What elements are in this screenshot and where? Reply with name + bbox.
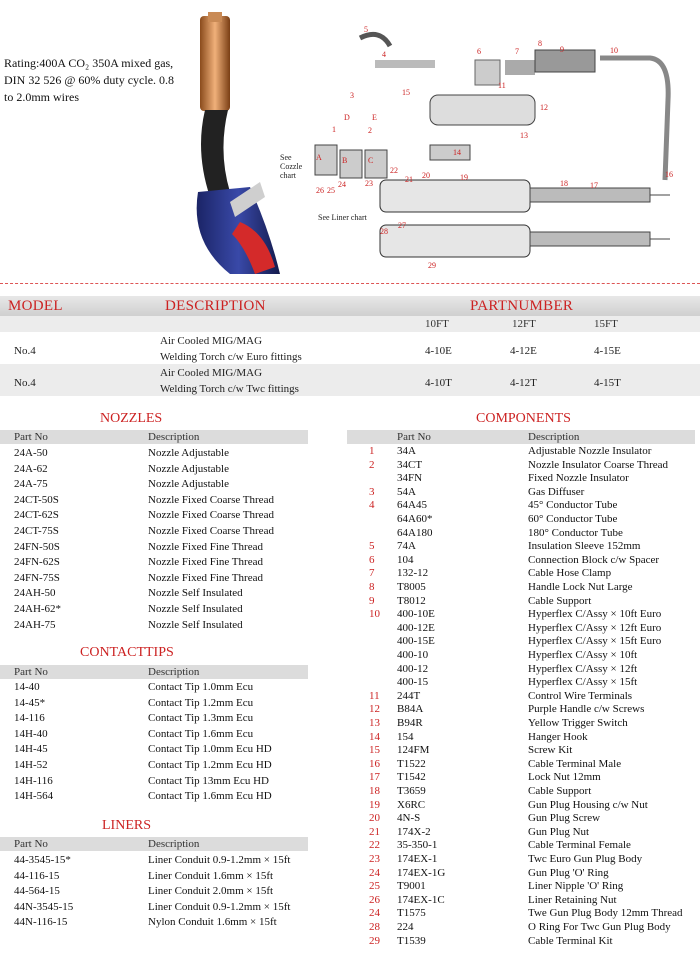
description: Cable Support (528, 785, 592, 797)
item-number: 5 (369, 540, 375, 553)
col-part-no: Part No (14, 666, 48, 678)
item-number: 24 (369, 866, 380, 879)
description: Nozzle Fixed Coarse Thread (148, 509, 274, 522)
description: 45° Conductor Tube (528, 499, 618, 512)
description: Cable Hose Clamp (528, 567, 612, 580)
description: Contact Tip 1.2mm Ecu (148, 696, 254, 709)
svg-text:28: 28 (380, 227, 388, 236)
svg-text:5: 5 (364, 25, 368, 34)
part-no: B94R (397, 717, 423, 729)
item-number: 9 (369, 594, 375, 607)
svg-text:B: B (342, 156, 348, 165)
description: Nylon Conduit 1.6mm × 15ft (148, 916, 277, 929)
part-no: 14H-40 (14, 727, 48, 740)
item-number: 18 (369, 785, 380, 797)
description: Nozzle Fixed Fine Thread (148, 540, 263, 553)
description: Liner Conduit 1.6mm × 15ft (148, 869, 274, 882)
part-no: 14-40 (14, 681, 40, 693)
description: Hyperflex C/Assy × 15ft Euro (528, 635, 662, 648)
svg-text:7: 7 (515, 47, 519, 56)
part-no: 44-564-15 (14, 885, 60, 898)
part-no: 400-15E (397, 635, 435, 648)
svg-text:15: 15 (402, 88, 410, 97)
svg-text:D: D (344, 113, 350, 122)
description: Gas Diffuser (528, 485, 585, 498)
svg-text:17: 17 (590, 181, 598, 190)
length-10ft: 10FT (425, 318, 449, 330)
description: Liner Conduit 0.9-1.2mm × 15ft (148, 854, 291, 866)
part-no: 244T (397, 689, 421, 702)
description: Cable Terminal Female (528, 839, 631, 852)
col-part-no: Part No (14, 431, 48, 443)
part-no: 64A45 (397, 499, 427, 512)
torch-photo (170, 12, 290, 282)
col-part-no: Part No (14, 838, 48, 850)
item-number: 23 (369, 853, 380, 865)
rating-text: Rating:400A CO₂ 350A mixed gas, DIN 32 526 @ 60% duty cycle. 0.8 to 2.0mm wires (4, 56, 175, 104)
part-no: 174EX-1 (397, 853, 438, 865)
components-title: COMPONENTS (476, 411, 571, 426)
description: Insulation Sleeve 152mm (528, 540, 641, 553)
description: Adjustable Nozzle Insulator (528, 445, 652, 457)
part-no: 154 (397, 730, 414, 743)
svg-text:2: 2 (368, 126, 372, 135)
part-12ft: 4-12T (510, 377, 537, 389)
model-desc-line2: Welding Torch c/w Twc fittings (160, 383, 299, 395)
description: Fixed Nozzle Insulator (528, 472, 629, 485)
part-no: 24AH-50 (14, 587, 56, 600)
description: Nozzle Adjustable (148, 447, 229, 459)
part-no: 74A (397, 540, 416, 553)
svg-text:26: 26 (316, 186, 324, 195)
item-number: 12 (369, 703, 380, 716)
col-part-no: Part No (397, 431, 431, 443)
part-no: B84A (397, 703, 424, 716)
description: Hyperflex C/Assy × 10ft (528, 649, 638, 661)
svg-text:9: 9 (560, 45, 564, 54)
description: Contact Tip 1.6mm Ecu (148, 727, 254, 740)
svg-text:See: See (280, 153, 292, 162)
svg-text:See Liner chart: See Liner chart (318, 213, 367, 222)
description: Hyperflex C/Assy × 12ft Euro (528, 621, 662, 634)
item-number: 4 (369, 499, 375, 512)
svg-text:21: 21 (405, 175, 413, 184)
part-no: 44-116-15 (14, 869, 60, 882)
part-no: X6RC (397, 798, 426, 811)
part-no: 24CT-75S (14, 525, 59, 537)
part-10ft: 4-10T (425, 377, 452, 389)
svg-text:C: C (368, 156, 374, 165)
part-15ft: 4-15E (594, 345, 621, 357)
nozzles-title: NOZZLES (100, 411, 163, 426)
part-no: 64A180 (397, 526, 433, 539)
model-desc-line1: Air Cooled MIG/MAG (160, 367, 263, 379)
description: Nozzle Self Insulated (148, 587, 243, 600)
part-no: 400-15 (397, 676, 429, 689)
description: O Ring For Twc Gun Plug Body (528, 921, 671, 933)
liners-table-header (0, 837, 308, 851)
part-no: 24A-62 (14, 462, 48, 475)
description: Nozzle Adjustable (148, 462, 229, 475)
svg-text:22: 22 (390, 166, 398, 175)
part-no: 14H-45 (14, 743, 48, 756)
item-number: 24 (369, 907, 380, 920)
part-no: 64A60* (397, 513, 433, 525)
model-header: MODEL (8, 298, 63, 314)
description: Contact Tip 13mm Ecu HD (148, 774, 270, 787)
part-no: 14H-52 (14, 759, 48, 771)
svg-text:13: 13 (520, 131, 528, 140)
model-desc-line1: Air Cooled MIG/MAG (160, 335, 263, 347)
part-no: 54A (397, 485, 416, 498)
svg-text:Cozzle: Cozzle (280, 162, 303, 171)
description: Hyperflex C/Assy × 12ft (528, 662, 638, 675)
svg-text:8: 8 (538, 39, 542, 48)
item-number: 19 (369, 798, 380, 811)
description: Liner Conduit 0.9-1.2mm × 15ft (148, 900, 291, 913)
part-no: T1522 (397, 757, 426, 770)
description: 180° Conductor Tube (528, 526, 623, 539)
part-no: 34FN (397, 472, 423, 485)
description: Connection Block c/w Spacer (528, 553, 660, 566)
part-no: 24AH-75 (14, 618, 56, 631)
part-no: 14H-564 (14, 790, 54, 803)
part-no: 24A-50 (14, 447, 48, 459)
part-no: 104 (397, 553, 414, 566)
description: Nozzle Fixed Coarse Thread (148, 493, 274, 506)
item-number: 14 (369, 730, 380, 743)
item-number: 28 (369, 921, 380, 933)
description: Handle Lock Nut Large (528, 581, 633, 593)
item-number: 29 (369, 934, 380, 947)
description: Nozzle Self Insulated (148, 603, 243, 615)
description: Gun Plug Nut (528, 825, 590, 838)
part-15ft: 4-15T (594, 377, 621, 389)
item-number: 7 (369, 567, 375, 580)
length-15ft: 15FT (594, 318, 618, 330)
description: Contact Tip 1.0mm Ecu HD (148, 743, 272, 756)
part-no: 24FN-62S (14, 556, 60, 569)
item-number: 6 (369, 553, 375, 566)
model-header-bar (0, 296, 700, 316)
part-no: 44N-116-15 (14, 916, 68, 929)
part-no: 224 (397, 921, 414, 933)
description: Liner Nipple 'O' Ring (528, 880, 624, 893)
description: Contact Tip 1.3mm Ecu (148, 712, 254, 725)
exploded-parts-diagram (280, 20, 695, 275)
description: Gun Plug Housing c/w Nut (528, 798, 648, 811)
model-value: No.4 (14, 377, 36, 389)
item-number: 21 (369, 825, 380, 838)
liners-title: LINERS (102, 818, 151, 833)
part-no: 14-45* (14, 696, 46, 709)
contacttips-table-header (0, 665, 308, 679)
svg-text:10: 10 (610, 46, 618, 55)
item-number: 26 (369, 893, 380, 906)
length-12ft: 12FT (512, 318, 536, 330)
part-no: T1575 (397, 907, 426, 920)
svg-text:1: 1 (332, 125, 336, 134)
description: Screw Kit (528, 744, 573, 757)
description: Hyperflex C/Assy × 15ft (528, 676, 638, 689)
description: Contact Tip 1.2mm Ecu HD (148, 759, 272, 771)
svg-text:16: 16 (665, 170, 673, 179)
nozzles-table-header (0, 430, 308, 444)
svg-text:18: 18 (560, 179, 568, 188)
description: 60° Conductor Tube (528, 513, 618, 525)
part-no: 24FN-75S (14, 571, 60, 584)
description: Yellow Trigger Switch (528, 717, 628, 729)
svg-text:14: 14 (453, 148, 461, 157)
svg-text:4: 4 (382, 50, 386, 59)
item-number: 8 (369, 581, 375, 593)
svg-text:29: 29 (428, 261, 436, 270)
part-no: 400-10E (397, 608, 435, 621)
description: Twe Gun Plug Body 12mm Thread (528, 907, 683, 920)
description: Nozzle Adjustable (148, 478, 229, 491)
model-desc-line2: Welding Torch c/w Euro fittings (160, 351, 302, 363)
part-10ft: 4-10E (425, 345, 452, 357)
item-number: 22 (369, 839, 380, 852)
part-no: 24A-75 (14, 478, 48, 491)
part-no: T3659 (397, 785, 426, 797)
svg-text:19: 19 (460, 173, 468, 182)
svg-text:24: 24 (338, 180, 346, 189)
description: Contact Tip 1.6mm Ecu HD (148, 790, 272, 803)
part-no: 14-116 (14, 712, 45, 725)
description-header: DESCRIPTION (165, 298, 266, 314)
svg-text:6: 6 (477, 47, 481, 56)
part-no: 24FN-50S (14, 540, 60, 553)
svg-text:A: A (316, 153, 322, 162)
part-no: T8005 (397, 581, 426, 593)
model-value: No.4 (14, 345, 36, 357)
svg-text:11: 11 (498, 81, 506, 90)
description: Twc Euro Gun Plug Body (528, 853, 643, 865)
item-number: 10 (369, 608, 380, 621)
description: Cable Terminal Kit (528, 934, 613, 947)
part-no: T9001 (397, 880, 426, 893)
part-no: 34A (397, 445, 416, 457)
part-no: 174EX-1G (397, 866, 446, 879)
description: Cable Support (528, 594, 592, 607)
part-no: 124FM (397, 744, 430, 757)
item-number: 3 (369, 485, 375, 498)
part-no: 14H-116 (14, 774, 53, 787)
part-no: 24CT-50S (14, 493, 59, 506)
description: Nozzle Insulator Coarse Thread (528, 458, 668, 471)
description: Cable Terminal Male (528, 757, 622, 770)
item-number: 16 (369, 757, 380, 770)
description: Hyperflex C/Assy × 10ft Euro (528, 608, 662, 621)
part-no: 400-10 (397, 649, 429, 661)
item-number: 13 (369, 717, 380, 729)
part-no: 34CT (397, 458, 423, 471)
part-no: 174EX-1C (397, 893, 445, 906)
part-no: 35-350-1 (397, 839, 438, 852)
part-no: T1539 (397, 934, 426, 947)
item-number: 15 (369, 744, 380, 757)
description: Gun Plug Screw (528, 812, 601, 825)
svg-text:E: E (372, 113, 377, 122)
description: Lock Nut 12mm (528, 771, 601, 784)
svg-text:chart: chart (280, 171, 296, 180)
product-illustration-area (0, 0, 700, 284)
description: Control Wire Terminals (528, 689, 633, 702)
item-number: 2 (369, 458, 375, 471)
svg-text:25: 25 (327, 186, 335, 195)
components-table-header (347, 430, 695, 444)
col-description: Description (148, 838, 200, 850)
contacttips-title: CONTACTTIPS (80, 645, 174, 660)
col-description: Description (148, 666, 200, 678)
item-number: 17 (369, 771, 380, 784)
col-description: Description (528, 431, 580, 443)
part-no: 4N-S (397, 812, 421, 825)
part-no: 24CT-62S (14, 509, 59, 522)
part-no: 174X-2 (397, 825, 431, 838)
svg-text:23: 23 (365, 179, 373, 188)
svg-text:3: 3 (350, 91, 354, 100)
description: Nozzle Self Insulated (148, 618, 243, 631)
item-number: 11 (369, 689, 380, 702)
svg-text:20: 20 (422, 171, 430, 180)
item-number: 25 (369, 880, 380, 893)
description: Hanger Hook (528, 730, 588, 743)
part-no: T1542 (397, 771, 426, 784)
part-no: 132-12 (397, 567, 429, 580)
description: Nozzle Fixed Fine Thread (148, 571, 263, 584)
svg-text:27: 27 (398, 221, 406, 230)
part-no: 400-12E (397, 621, 435, 634)
part-no: 24AH-62* (14, 603, 62, 615)
description: Nozzle Fixed Coarse Thread (148, 525, 274, 537)
col-description: Description (148, 431, 200, 443)
description: Gun Plug 'O' Ring (528, 866, 609, 879)
part-no: 44N-3545-15 (14, 900, 74, 913)
item-number: 20 (369, 812, 380, 825)
description: Liner Retaining Nut (528, 893, 617, 906)
part-no: T8012 (397, 594, 426, 607)
part-no: 400-12 (397, 662, 429, 675)
part-12ft: 4-12E (510, 345, 537, 357)
description: Nozzle Fixed Fine Thread (148, 556, 263, 569)
description: Liner Conduit 2.0mm × 15ft (148, 885, 274, 898)
svg-text:12: 12 (540, 103, 548, 112)
description: Purple Handle c/w Screws (528, 703, 645, 716)
item-number: 1 (369, 445, 375, 457)
partnumber-header: PARTNUMBER (470, 298, 574, 314)
description: Contact Tip 1.0mm Ecu (148, 681, 254, 693)
part-no: 44-3545-15* (14, 854, 71, 866)
